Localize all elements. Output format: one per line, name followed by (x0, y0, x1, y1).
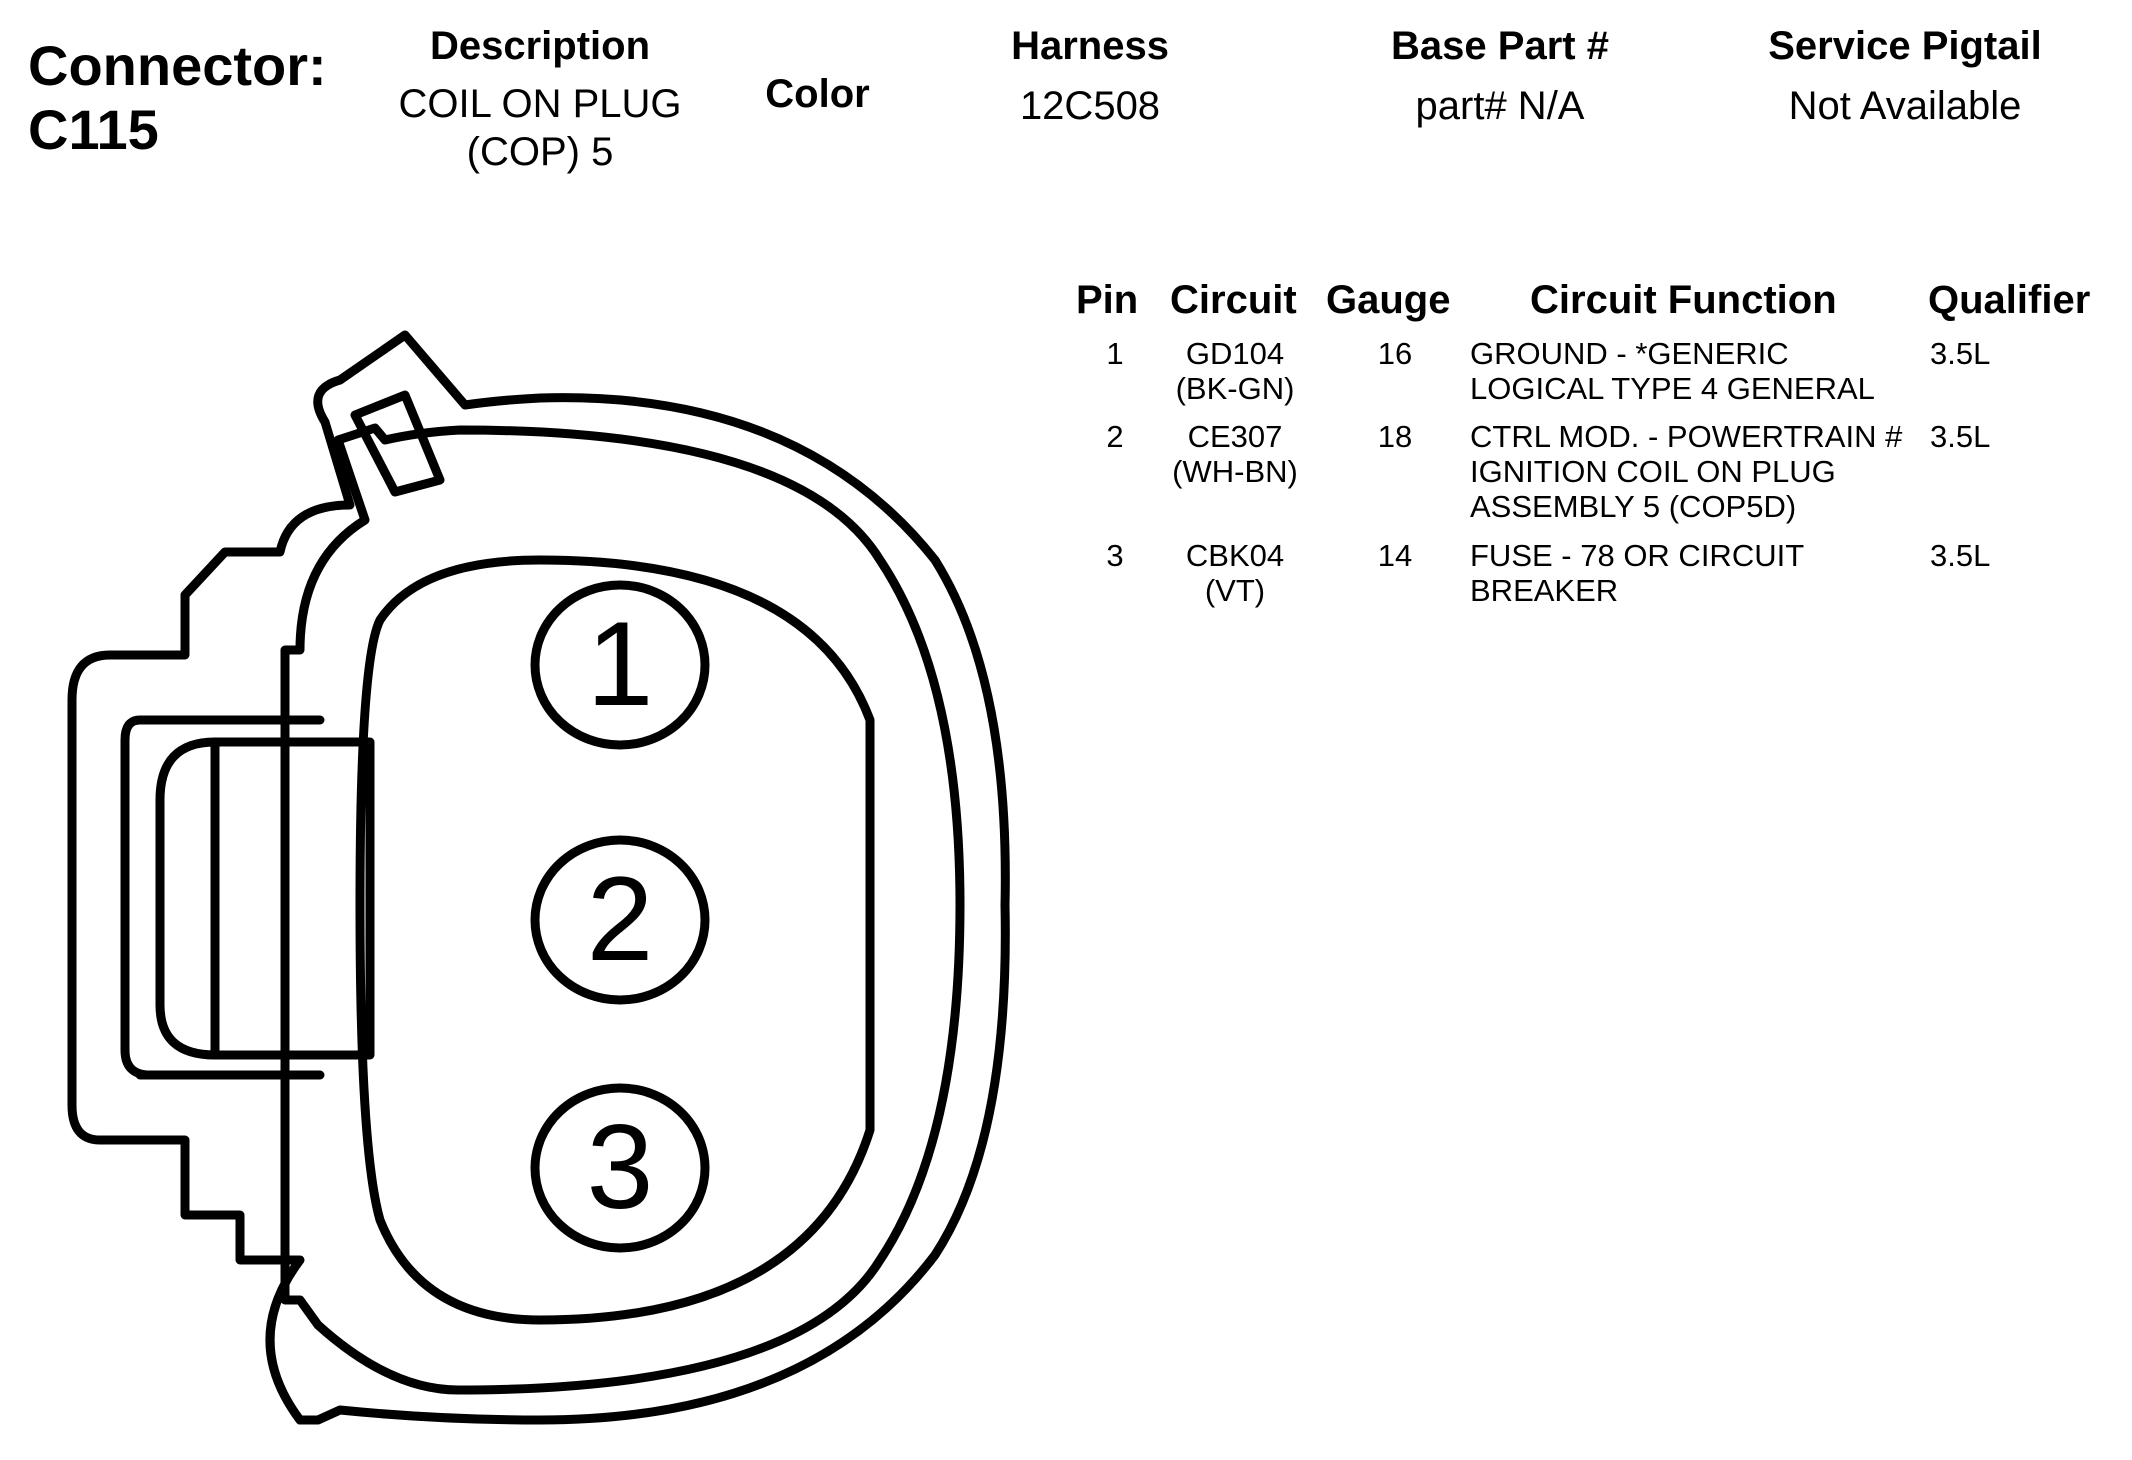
pin-number: 2 (1106, 419, 1124, 454)
service-pigtail-label: Service Pigtail (1768, 24, 2042, 68)
pin-1-label: 1 (586, 597, 654, 731)
pin-2-label: 2 (586, 852, 654, 986)
column-header-circuit-function: Circuit Function (1530, 278, 1837, 322)
circuit-color: (WH-BN) (1172, 454, 1298, 489)
connector-title (28, 34, 358, 162)
side-latch (160, 742, 370, 1055)
circuit-function-line: BREAKER (1470, 573, 1619, 608)
circuit-function-line: CTRL MOD. - POWERTRAIN # (1470, 419, 1903, 454)
column-header-gauge: Gauge (1326, 278, 1451, 322)
latch-frame (125, 720, 320, 1075)
circuit-function-line: ASSEMBLY 5 (COP5D) (1470, 489, 1797, 524)
column-header-pin: Pin (1076, 278, 1139, 322)
pin-3-label: 3 (586, 1100, 654, 1234)
circuit-function-line: FUSE - 78 OR CIRCUIT (1470, 538, 1805, 573)
qualifier-value: 3.5L (1930, 336, 1991, 371)
column-header-circuit: Circuit (1170, 278, 1297, 322)
gauge-value: 14 (1377, 538, 1413, 573)
circuit-function-line: GROUND - *GENERIC (1470, 336, 1789, 371)
connector-face-diagram (0, 300, 1060, 1460)
circuit-color: (BK-GN) (1175, 371, 1295, 406)
description-value-line1: COIL ON PLUG (398, 82, 682, 126)
locking-tab (355, 395, 440, 492)
base-part-label: Base Part # (1391, 24, 1609, 68)
circuit-code: GD104 (1185, 336, 1285, 371)
base-part-value: part# N/A (1415, 84, 1585, 128)
harness-value: 12C508 (1019, 84, 1161, 128)
circuit-function-line: IGNITION COIL ON PLUG (1470, 454, 1836, 489)
gauge-value: 16 (1377, 336, 1413, 371)
service-pigtail-value: Not Available (1788, 84, 2022, 128)
connector-id: C115 (28, 98, 159, 161)
pin-number: 3 (1106, 538, 1124, 573)
circuit-function-line: LOGICAL TYPE 4 GENERAL (1470, 371, 1875, 406)
description-value-line2: (COP) 5 (466, 130, 614, 174)
qualifier-value: 3.5L (1930, 419, 1991, 454)
column-header-qualifier: Qualifier (1928, 278, 2091, 322)
color-label: Color (765, 72, 870, 116)
circuit-code: CBK04 (1185, 538, 1285, 573)
pin-number: 1 (1106, 336, 1124, 371)
connector-label: Connector: (28, 34, 327, 97)
description-label: Description (429, 24, 651, 68)
qualifier-value: 3.5L (1930, 538, 1991, 573)
harness-label: Harness (1011, 24, 1169, 68)
circuit-code: CE307 (1187, 419, 1283, 454)
circuit-color: (VT) (1204, 573, 1266, 608)
gauge-value: 18 (1377, 419, 1413, 454)
